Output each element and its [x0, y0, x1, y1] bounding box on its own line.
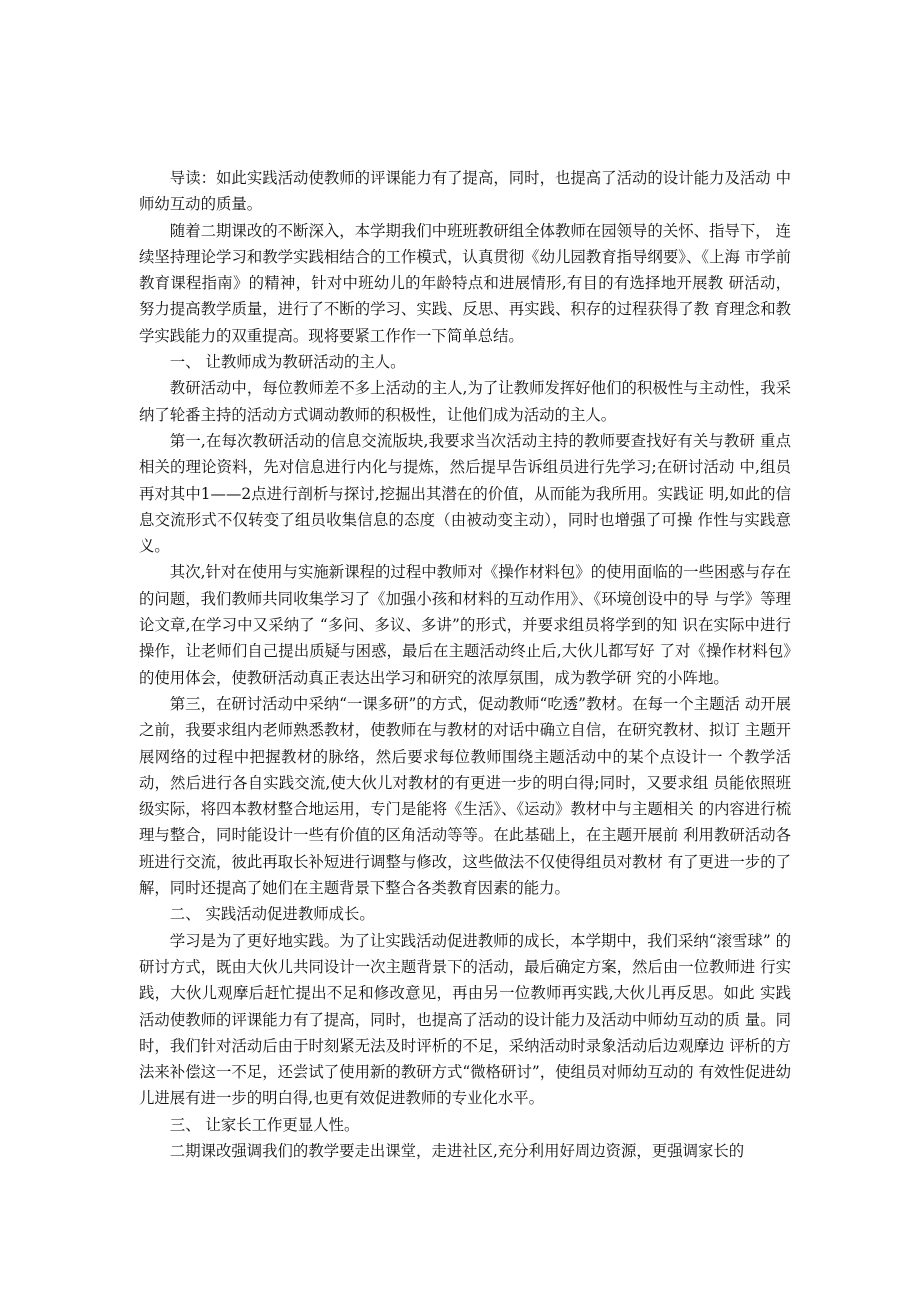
body-paragraph: 第三，在研讨活动中采纳“一课多研”的方式，促动教师“吃透”教材。在每一个主题活 动开展之前，我要求组内老师熟悉教材，使教师在与教材的对话中确立自信，在研究教材、拟订 主题开展网络的过程中把握教材的脉络，然后要求每位教师围绕主题活动中的某个点设计一 个教学活动，然后进行各自实践交流,使大伙儿对教材的有更进一步的明白得;同时，又要求组 员能依照班级实际，将四本教材整合地运用，专门是能将《生活》、《运动》教材中与主题相关 的内容进行梳理与整合，同时能设计一些有价值的区角活动等等。在此基础上，在主题开展前 利用教研活动各班进行交流，彼此再取长补短进行调整与修改，这些做法不仅使得组员对教材 有了更进一步的了解，同时还提高了她们在主题背景下整合各类教育因素的能力。: [139, 694, 792, 898]
body-paragraph: 其次,针对在使用与实施新课程的过程中教师对《操作材料包》的使用面临的一些困惑与存在的问题，我们教师共同收集学习了《加强小孩和材料的互动作用》、《环境创设中的导 与学》等理论文章,在学习中又采纳了 “多问、多议、多讲”的形式，并要求组员将学到的知 识在实际中进行操作，让老师们自己提出质疑与困惑，最后在主题活动终止后,大伙儿都写好 了对《操作材料包》的使用体会，使教研活动真正表达出学习和研究的浓厚氛围，成为教学研 究的小阵地。: [139, 563, 791, 687]
body-paragraph: 第一,在每次教研活动的信息交流版块,我要求当次活动主持的教师要查找好有关与教研 重点相关的理论资料，先对信息进行内化与提炼，然后提早告诉组员进行先学习;在研讨活动 中,组员再对其中1——2点进行剖析与探讨,挖掘出其潜在的价值，从而能为我所用。实践证 明,如此的信息交流形式不仅转变了组员收集信息的态度（由被动变主动），同时也增强了可操 作性与实践意义。: [139, 431, 791, 556]
document-page: [139, 165, 791, 1164]
intro-paragraph: 导读：如此实践活动使教师的评课能力有了提高，同时，也提高了活动的设计能力及活动 中师幼互动的质量。: [139, 169, 791, 214]
opening-paragraph: 随着二期课改的不断深入，本学期我们中班班教研组全体教师在园领导的关怀、指导下， 连续坚持理论学习和教学实践相结合的工作模式，认真贯彻《幼儿园教育指导纲要》、《上海 市学前教育课程指南》的精神，针对中班幼儿的年龄特点和进展情形,有目的有选择地开展教 研活动，努力提高教学质量，进行了不断的学习、实践、反思、再实践、积存的过程获得了教 育理念和教学实践能力的双重提高。现将要紧工作作一下简单总结。: [139, 221, 791, 345]
body-paragraph: 教研活动中，每位教师差不多上活动的主人,为了让教师发挥好他们的积极性与主动性，我采纳了轮番主持的活动方式调动教师的积极性，让他们成为活动的主人。: [139, 379, 791, 424]
body-paragraph: 学习是为了更好地实践。为了让实践活动促进教师的成长，本学期中，我们采纳“滚雪球” 的研讨方式，既由大伙儿共同设计一次主题背景下的活动，最后确定方案，然后由一位教师进 行实践，大伙儿观摩后赶忙提出不足和修改意见，再由另一位教师再实践,大伙儿再反思。如此 实践活动使教师的评课能力有了提高，同时，也提高了活动的设计能力及活动中师幼互动的质 量。同时，我们针对活动后由于时刻紧无法及时评析的不足，采纳活动时录象活动后边观摩边 评析的方法来补偿这一不足，还尝试了使用新的教研方式“微格研讨”，使组员对师幼互动的 有效性促进幼儿进展有进一步的明白得,也更有效促进教师的专业化水平。: [139, 931, 791, 1108]
section-heading-3: 三、 让家长工作更显人性。: [169, 1115, 360, 1134]
section-heading-1: 一、 让教师成为教研活动的主人。: [169, 353, 406, 372]
body-paragraph: 二期课改强调我们的教学要走出课堂，走进社区,充分利用好周边资源，更强调家长的: [169, 1141, 745, 1160]
section-heading-2: 二、 实践活动促进教师成长。: [169, 905, 375, 924]
